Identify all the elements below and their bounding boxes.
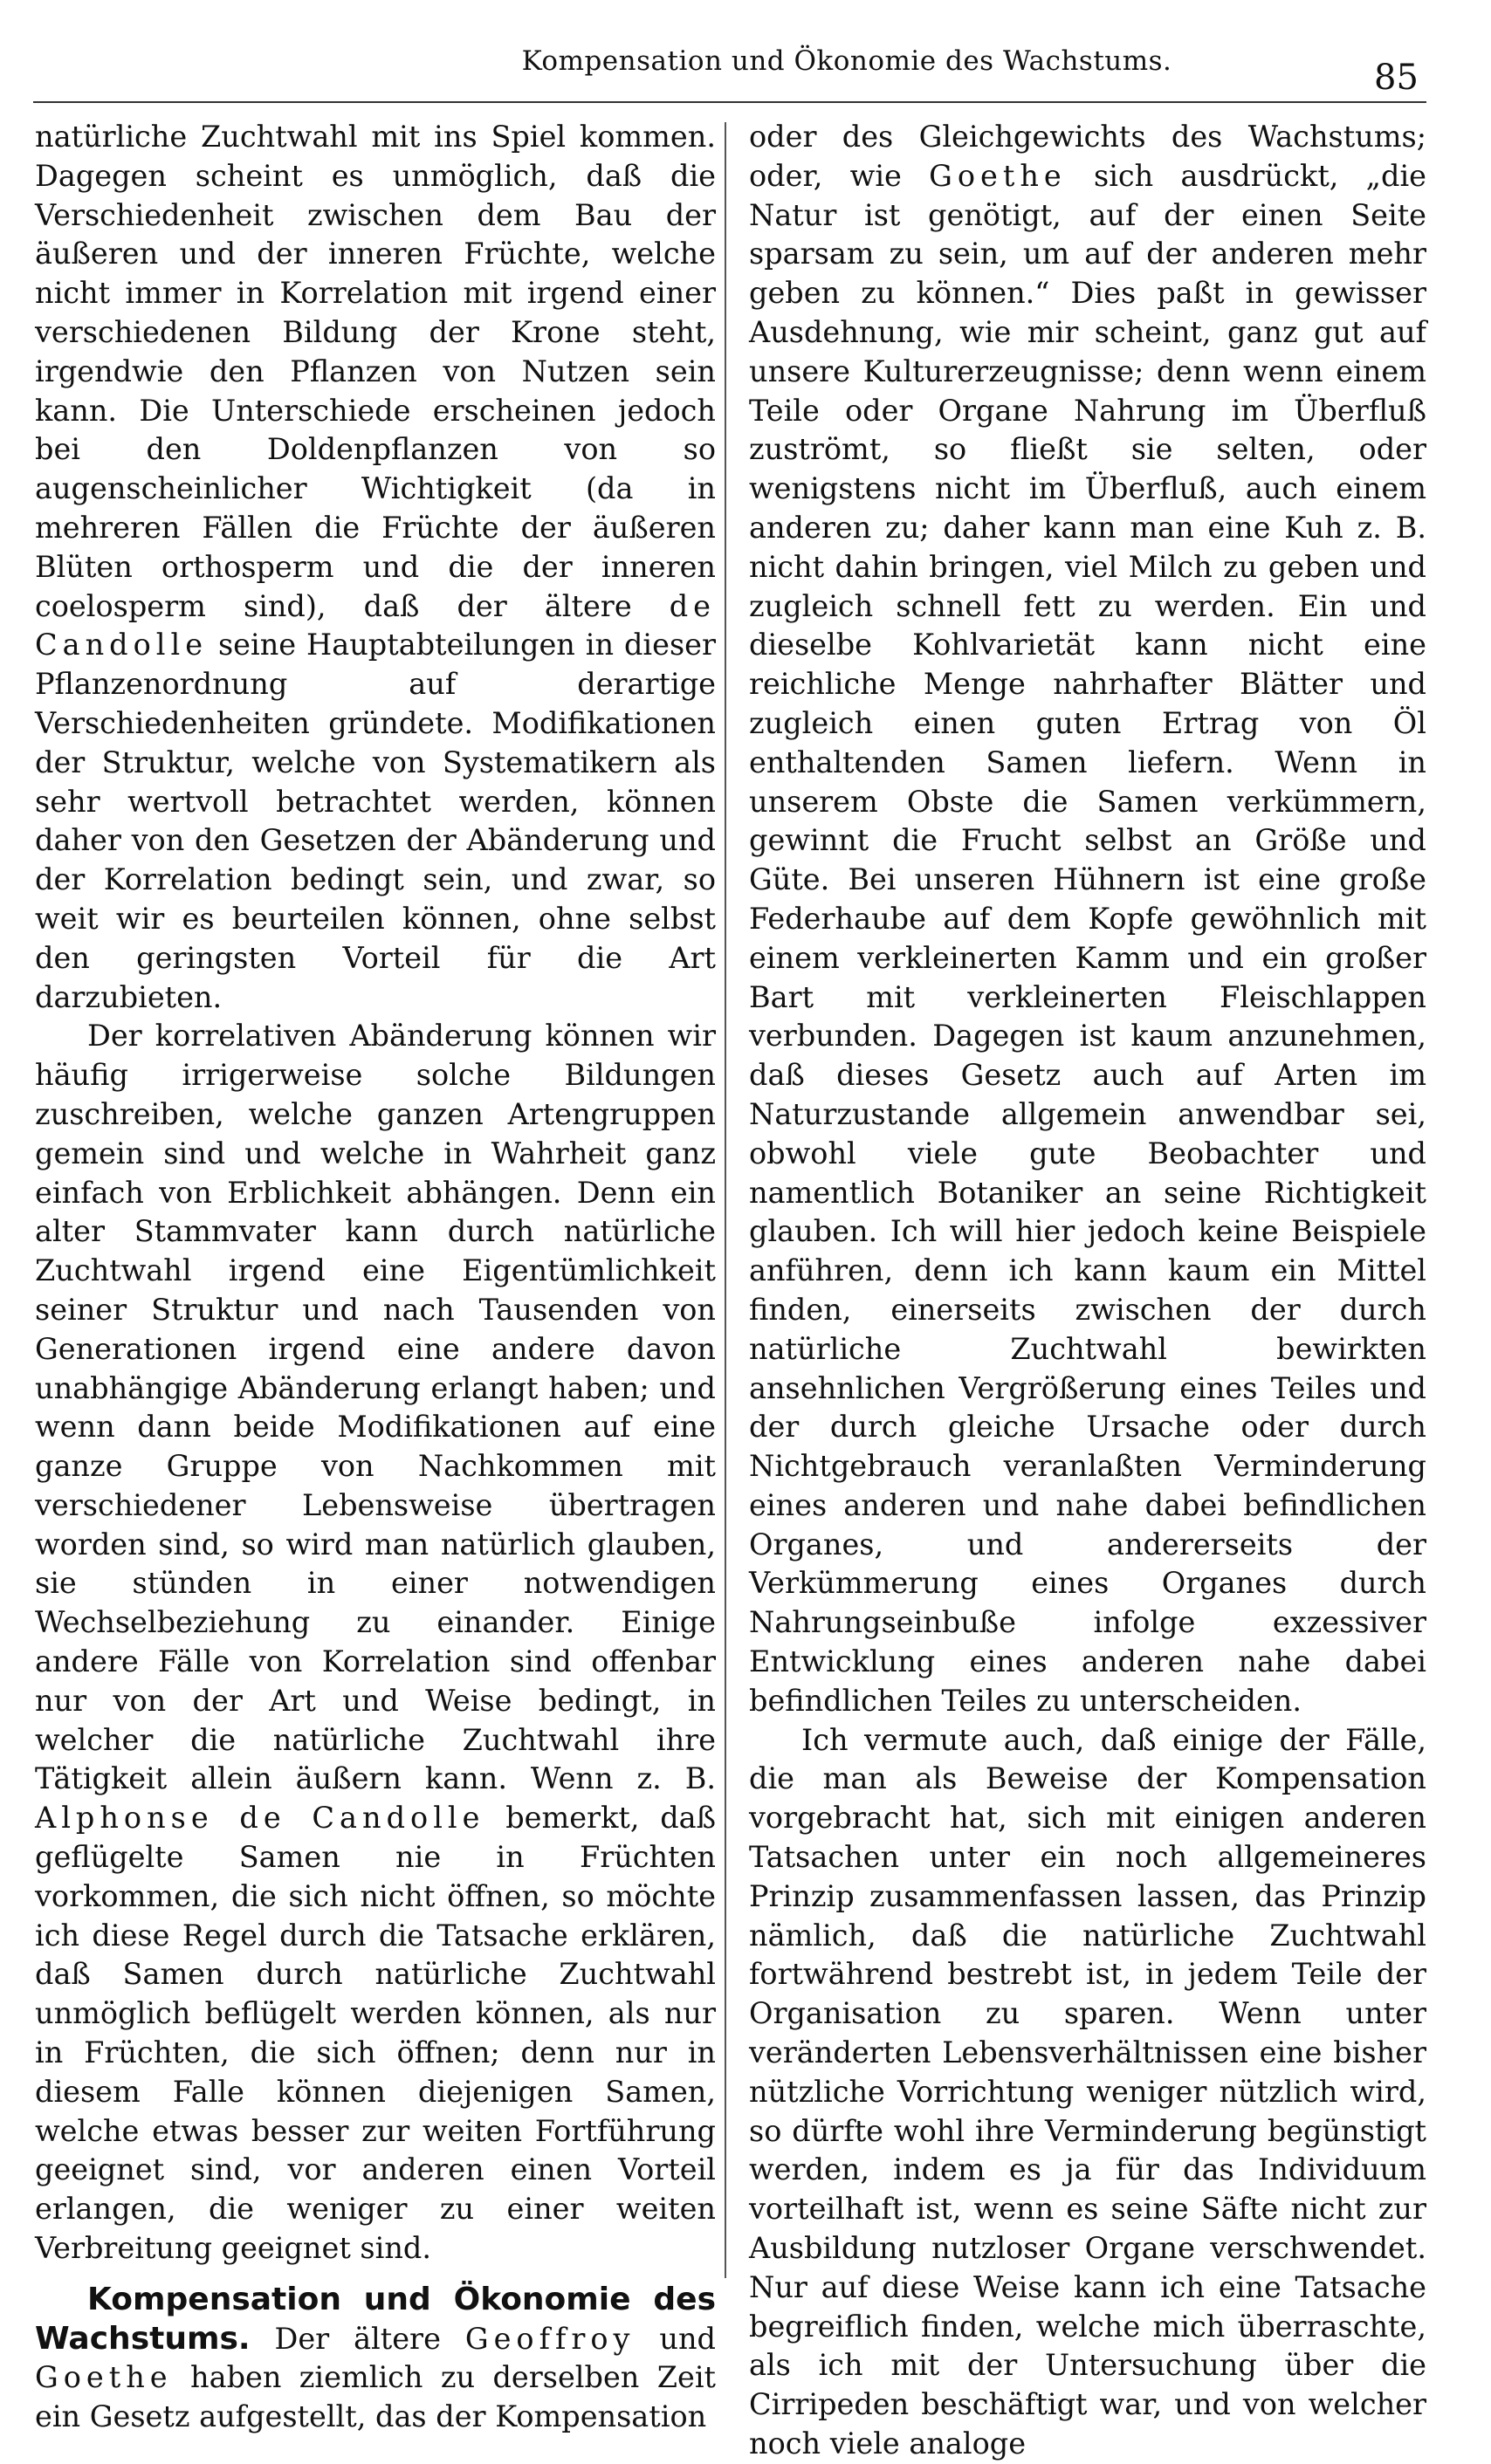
right-column (749, 118, 1426, 2464)
column-divider (725, 122, 726, 2278)
paragraph: Kompensation und Ökonomie des Wachstums. Der ältere Geoffroy und Goethe haben ziemlich zu derselben Zeit ein Gesetz aufgestellt, das der Kompensation (35, 2281, 716, 2434)
paragraph: natürliche Zuchtwahl mit ins Spiel kommen. Dagegen scheint es unmöglich, daß die Verschiedenheit zwischen dem Bau der äußeren und der inneren Früchte, welche nicht immer in Korrelation mit irgend einer verschiedenen Bildung der Krone steht, irgendwie den Pflanzen von Nutzen sein kann. Die Unterschiede erscheinen jedoch bei den Doldenpflanzen von so augenscheinlicher Wichtigkeit (da in mehreren Fällen die Früchte der äußeren Blüten orthosperm und die der inneren coelosperm sind), daß der ältere de Candolle seine Hauptabteilungen in dieser Pflanzenordnung auf derartige Verschiedenheiten gründete. Modifikationen der Struktur, welche von Systematikern als sehr wertvoll betrachtet werden, können daher von den Gesetzen der Abänderung und der Korrelation bedingt sein, und zwar, so weit wir es beurteilen können, ohne selbst den geringsten Vorteil für die Art darzubieten. (35, 120, 716, 1014)
person-name: de Candolle (35, 588, 716, 662)
page-number: 85 (1374, 58, 1419, 98)
section-heading: Kompensation und Ökonomie des Wachstums. (35, 2281, 716, 2357)
running-head: Kompensation und Ökonomie des Wachstums. (521, 45, 1172, 77)
spacer (35, 2268, 716, 2281)
person-name: Geoffroy (464, 2321, 636, 2356)
person-name: Alphonse de Candolle (35, 1801, 485, 1836)
left-column (35, 118, 716, 2437)
paragraph: oder des Gleichgewichts des Wachstums; oder, wie Goethe sich ausdrückt, „die Natur ist genötigt, auf der einen Seite sparsam zu sein, um auf der anderen mehr geben zu können.“ Dies paßt in gewisser Ausdehnung, wie mir scheint, ganz gut auf unsere Kulturerzeugnisse; denn wenn einem Teile oder Organe Nahrung im Überfluß zuströmt, so fließt sie selten, oder wenigstens nicht im Überfluß, auch einem anderen zu; daher kann man eine Kuh z. B. nicht dahin bringen, viel Milch zu geben und zugleich schnell fett zu werden. Ein und dieselbe Kohlvarietät kann nicht eine reichliche Menge nahrhafter Blätter und zugleich einen guten Ertrag von Öl enthaltenden Samen liefern. Wenn in unserem Obste die Samen verkümmern, gewinnt die Frucht selbst an Größe und Güte. Bei unseren Hühnern ist eine große Federhaube auf dem Kopfe gewöhnlich mit einem verkleinerten Kamm und ein großer Bart mit verkleinerten Fleischlappen verbunden. Dagegen ist kaum anzunehmen, daß dieses Gesetz auch auf Arten im Naturzustande allgemein anwendbar sei, obwohl viele gute Beobachter und namentlich Botaniker an seine Richtigkeit glauben. Ich will hier jedoch keine Beispiele anführen, denn ich kann kaum ein Mittel finden, einerseits zwischen der durch natürliche Zuchtwahl bewirkten ansehnlichen Vergrößerung eines Teiles und der durch gleiche Ursache oder durch Nichtgebrauch veranlaßten Verminderung eines anderen und nahe dabei befindlichen Organes, und andererseits der Verkümmerung eines Organes durch Nahrungseinbuße infolge exzessiver Entwicklung eines anderen nahe dabei befindlichen Teiles zu unterscheiden. (749, 120, 1427, 1718)
person-name: Goethe (929, 158, 1067, 193)
person-name: Goethe (35, 2360, 173, 2395)
header-rule (33, 101, 1426, 103)
paragraph: Ich vermute auch, daß einige der Fälle, die man als Beweise der Kompensation vorgebracht hat, sich mit einigen anderen Tatsachen unter ein noch allgemeineres Prinzip zusammenfassen lassen, das Prinzip nämlich, daß die natürliche Zuchtwahl fortwährend bestrebt ist, in jedem Teile der Organisation zu sparen. Wenn unter veränderten Lebensverhältnissen eine bisher nützliche Vorrichtung weniger nützlich wird, so dürfte wohl ihre Verminderung begünstigt werden, indem es ja für das Individuum vorteilhaft ist, wenn es seine Säfte nicht zur Ausbildung nutzloser Organe verschwendet. Nur auf diese Weise kann ich eine Tatsache begreiflich finden, welche mich überraschte, als ich mit der Untersuchung über die Cirripeden beschäftigt war, und von welcher noch viele analoge (749, 1722, 1426, 2461)
paragraph: Der korrelativen Abänderung können wir häufig irrigerweise solche Bildungen zuschreiben, welche ganzen Artengruppen gemein sind und welche in Wahrheit ganz einfach von Erblichkeit abhängen. Denn ein alter Stammvater kann durch natürliche Zuchtwahl irgend eine Eigentümlichkeit seiner Struktur und nach Tausenden von Generationen irgend eine andere davon unabhängige Abänderung erlangt haben; und wenn dann beide Modifikationen auf eine ganze Gruppe von Nachkommen mit verschiedener Lebensweise übertragen worden sind, so wird man natürlich glauben, sie stünden in einer notwendigen Wechselbeziehung zu einander. Einige andere Fälle von Korrelation sind offenbar nur von der Art und Weise bedingt, in welcher die natürliche Zuchtwahl ihre Tätigkeit allein äußern kann. Wenn z. B. Alphonse de Candolle bemerkt, daß geflügelte Samen nie in Früchten vorkommen, die sich nicht öffnen, so möchte ich diese Regel durch die Tatsache erklären, daß Samen durch natürliche Zuchtwahl unmöglich beflügelt werden können, als nur in Früchten, die sich öffnen; denn nur in diesem Falle können diejenigen Samen, welche etwas besser zur weiten Fortführung geeignet sind, vor anderen einen Vorteil erlangen, die weniger zu einer weiten Verbreitung geeignet sind. (35, 1019, 716, 2266)
